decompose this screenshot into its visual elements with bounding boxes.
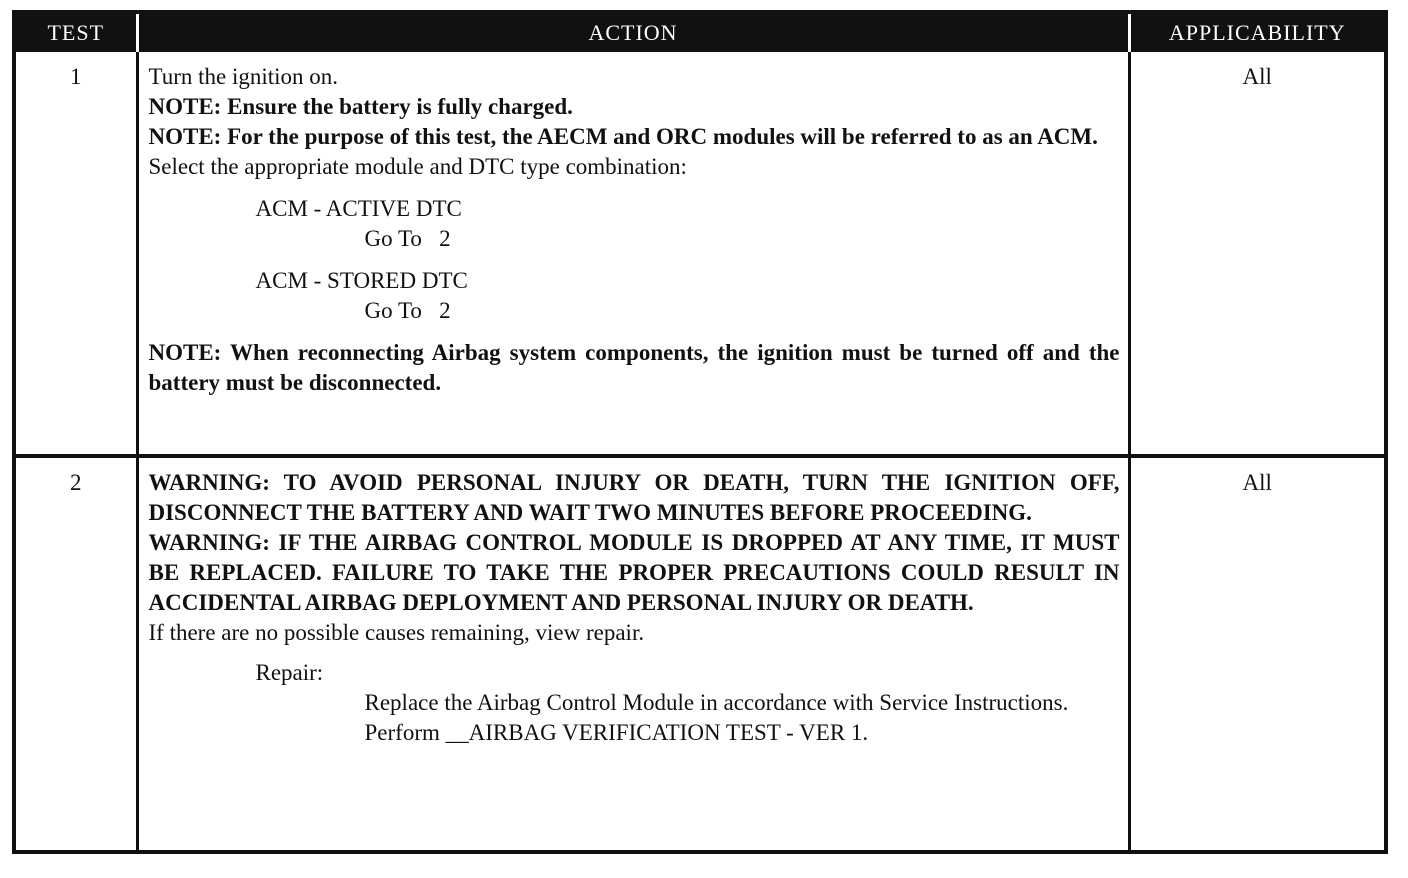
- applicability-value: All: [1242, 64, 1272, 89]
- note-text: NOTE: For the purpose of this test, the AECM and ORC modules will be referred to as an ACM.: [148, 124, 1098, 149]
- action-cell: [137, 456, 1129, 852]
- repair-text: Replace the Airbag Control Module in accordance with Service Instructions.: [364, 690, 1069, 715]
- action-text: If there are no possible causes remaining, view repair.: [148, 620, 645, 645]
- option-label: ACM - ACTIVE DTC: [255, 196, 462, 221]
- header-applicability: APPLICABILITY: [1129, 12, 1386, 52]
- goto-link[interactable]: Go To 2: [364, 298, 451, 323]
- table-row: [14, 456, 1386, 852]
- table-row: [14, 52, 1386, 456]
- perform-link[interactable]: Perform __AIRBAG VERIFICATION TEST - VER 1.: [364, 720, 869, 745]
- repair-label: Repair:: [255, 660, 324, 685]
- header-test: TEST: [14, 12, 137, 52]
- warning-text: WARNING: IF THE AIRBAG CONTROL MODULE IS DROPPED AT ANY TIME, IT MUST BE REPLACED. FAILURE TO TAKE THE PROPER PRECAUTIONS COULD RESULT IN ACCIDENTAL AIRBAG DEPLOYMENT AND PERSONAL INJURY OR DEATH.: [148, 530, 1120, 615]
- action-cell: [137, 52, 1129, 456]
- applicability-value: All: [1129, 456, 1386, 852]
- diagnostic-test-table: [12, 10, 1388, 854]
- table-header-row: [14, 12, 1386, 52]
- test-number: 1: [14, 52, 137, 456]
- goto-link[interactable]: Go To 2: [364, 226, 451, 251]
- option-label: ACM - STORED DTC: [255, 268, 468, 293]
- action-text: Select the appropriate module and DTC type combination:: [148, 154, 687, 179]
- warning-text: WARNING: TO AVOID PERSONAL INJURY OR DEATH, TURN THE IGNITION OFF, DISCONNECT THE BATTERY AND WAIT TWO MINUTES BEFORE PROCEEDING.: [148, 470, 1120, 525]
- header-action: ACTION: [137, 12, 1129, 52]
- action-text: Turn the ignition on.: [148, 64, 339, 89]
- test-number: 2: [14, 456, 137, 852]
- note-text: NOTE: When reconnecting Airbag system components, the ignition must be turned off and the battery must be disconnected.: [148, 340, 1120, 395]
- note-text: NOTE: Ensure the battery is fully charged.: [148, 94, 573, 119]
